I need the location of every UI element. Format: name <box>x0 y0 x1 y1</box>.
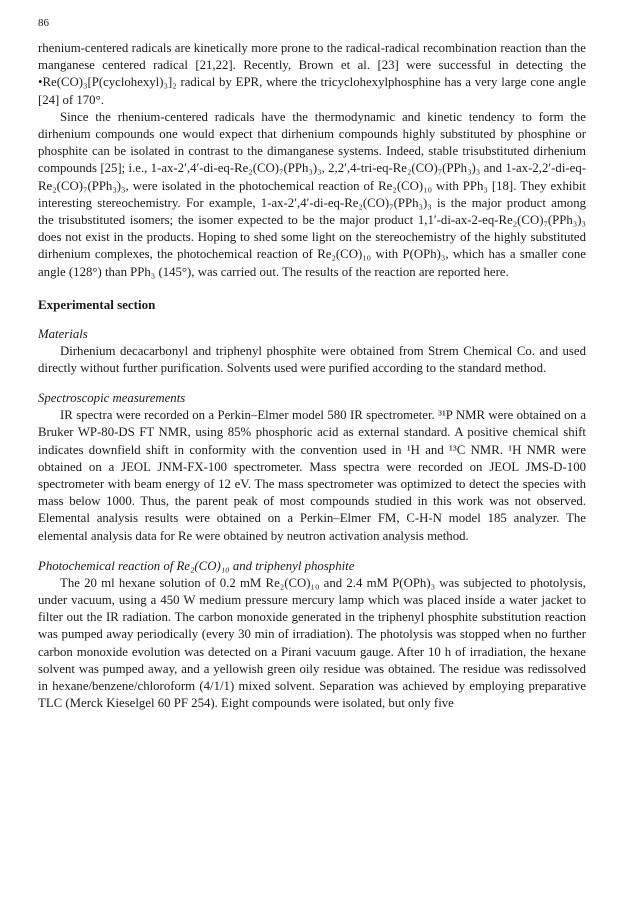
subheading-photochemical-reaction: Photochemical reaction of Re₂(CO)₁₀ and triphenyl phosphite <box>38 558 355 573</box>
materials-paragraph: Dirhenium decacarbonyl and triphenyl phosphite were obtained from Strem Chemical Co. and used directly without further purification. Solvents used were purified according to the standard method. <box>38 343 586 376</box>
section-heading-experimental: Experimental section <box>38 296 156 312</box>
page-number: 86 <box>38 17 49 29</box>
subheading-materials: Materials <box>38 326 88 341</box>
text-column <box>38 40 586 713</box>
photochemical-paragraph: The 20 ml hexane solution of 0.2 mM Re₂(CO)₁₀ and 2.4 mM P(OPh)₃ was subjected to photolysis, under vacuum, using a 450 W medium pressure mercury lamp which was placed inside a water jacket to filter out the IR radiation. The carbon monoxide generated in the triphenyl phosphite substitution reaction was pumped away periodically (every 30 min of irradiation). The photolysis was stopped when no further carbon monoxide evolution was detected on a Pirani vacuum gauge. After 10 h of irradiation, the hexane solvent was pumped away, and a yellowish green oily residue was obtained. The residue was redissolved in hexane/benzene/chloroform (4/1/1) mixed solvent. Separation was achieved by employing preparative TLC (Merck Kieselgel 60 PF 254). Eight compounds were isolated, but only five <box>38 575 586 711</box>
intro-paragraph-2: Since the rhenium-centered radicals have the thermodynamic and kinetic tendency to form the dirhenium compounds one would expect that dirhenium compounds highly substituted by phosphine or phosphite can be isolated in contrast to the dimanganese systems. Indeed, stable trisubstituted dirhenium compounds [25]; i.e., 1-ax-2′,4′-di-eq-Re₂(CO)₇(PPh₃)₃, 2,2′,4-tri-eq-Re₂(CO)₇(PPh₃)₃ and 1-ax-2,2′-di-eq-Re₂(CO)₇(PPh₃)₃, were isolated in the photochemical reaction of Re₂(CO)₁₀ with PPh₃ [18]. They exhibit interesting stereochemistry. For example, 1-ax-2′,4′-di-eq-Re₂(CO)₇(PPh₃)₃ is the major product among the trisubstituted isomers; the isomer expected to be the major product 1,1′-di-ax-2-eq-Re₂(CO)₇(PPh₃)₃ does not exist in the products. Hoping to shed some light on the stereochemistry of the highly substituted dirhenium complexes, the photochemical reaction of Re₂(CO)₁₀ with P(OPh)₃, which has a smaller cone angle (128°) than PPh₃ (145°), was carried out. The results of the reaction are reported here. <box>38 109 586 279</box>
intro-paragraph-1: rhenium-centered radicals are kinetically more prone to the radical-radical recombination reaction than the manganese centered radical [21,22]. Recently, Brown et al. [23] were successful in detecting the •Re(CO)₃[P(cyclohexyl)₃]₂ radical by EPR, where the tricyclohexylphosphine has a very large cone angle [24] of 170°. <box>38 41 586 107</box>
subheading-spectroscopic-measurements: Spectroscopic measurements <box>38 391 186 406</box>
spectroscopic-paragraph: IR spectra were recorded on a Perkin–Elmer model 580 IR spectrometer. ³¹P NMR were obtained on a Bruker WP-80-DS FT NMR, using 85% phosphoric acid as external standard. A positive chemical shift indicates downfield shift in conformity with the convention used in ¹H and ¹³C NMR. ¹H NMR were obtained on a JEOL JNM-FX-100 spectrometer. Mass spectra were recorded on JEOL JMS-D-100 spectrometer with beam energy of 12 eV. The mass spectrometer was optimized to detect the species with mass below 1000. Thus, the parent peak of most compounds studied in this work was not observed. Elemental analysis results were obtained on a Perkin–Elmer FM, C-H-N model 185 analyzer. The elemental analysis data for Re were obtained by neutron activation analysis method. <box>38 408 586 543</box>
